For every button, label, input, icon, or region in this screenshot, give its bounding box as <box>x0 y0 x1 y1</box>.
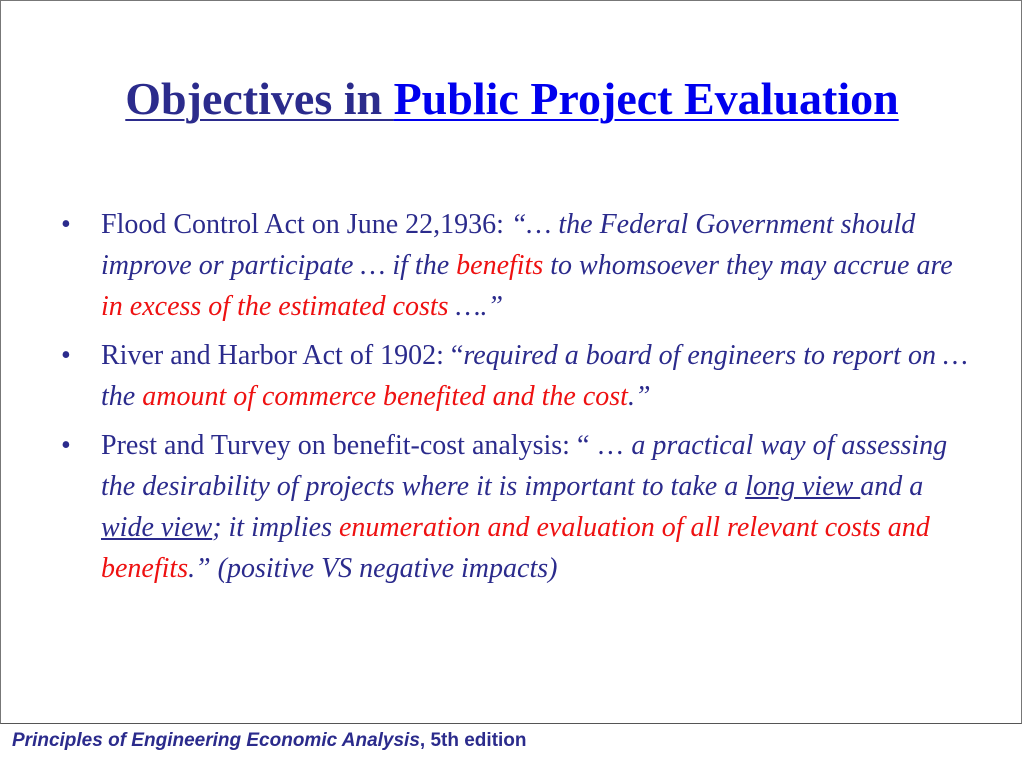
slide-title <box>1 69 1023 129</box>
bullet-prest-turvey <box>61 425 971 589</box>
river-act-commerce-cost: amount of commerce benefited and the cost <box>142 381 628 412</box>
title-part-objectives: Objectives in <box>125 73 394 124</box>
prest-implies: ; it implies <box>212 512 339 543</box>
flood-act-intro: Flood Control Act on June 22,1936: <box>101 209 511 240</box>
bullet-flood-control-act <box>61 204 971 327</box>
flood-act-quote-1: “… the Federal Government should improve or participate … if the <box>101 209 916 281</box>
prest-quote-1: a practical way of assessing the desirability of projects where it is important to take a <box>101 430 948 502</box>
river-act-quote-end: .” <box>627 381 651 412</box>
flood-act-quote-end: ….” <box>448 291 504 322</box>
bullet-marker: • <box>61 340 71 371</box>
prest-wide-view: wide view <box>101 512 213 543</box>
slide-footer <box>12 730 527 752</box>
bullet-river-harbor-act <box>61 335 971 417</box>
flood-act-quote-2: to whomsoever they may accrue are <box>543 250 953 281</box>
flood-act-benefits: benefits <box>456 250 544 281</box>
bullet-list <box>61 204 971 597</box>
bullet-marker: • <box>61 209 71 240</box>
prest-intro: Prest and Turvey on benefit-cost analysis: “ … <box>101 430 632 461</box>
prest-enumeration: enumeration and evaluation of all relevant costs and benefits <box>101 512 930 584</box>
footer-edition: , 5th edition <box>419 730 527 751</box>
footer-book-title: Principles of Engineering Economic Analysis <box>12 730 420 751</box>
river-act-quote-1: required a board of engineers to report on … the <box>101 340 968 412</box>
bullet-marker: • <box>61 430 71 461</box>
prest-quote-end: .” (positive VS negative impacts) <box>188 553 558 584</box>
title-link-public-project-evaluation[interactable]: Public Project Evaluation <box>393 73 899 124</box>
prest-long-view: long view <box>745 471 861 502</box>
flood-act-excess-costs: in excess of the estimated costs <box>101 291 449 322</box>
river-act-intro: River and Harbor Act of 1902: “ <box>101 340 464 371</box>
prest-and-a: and a <box>860 471 924 502</box>
